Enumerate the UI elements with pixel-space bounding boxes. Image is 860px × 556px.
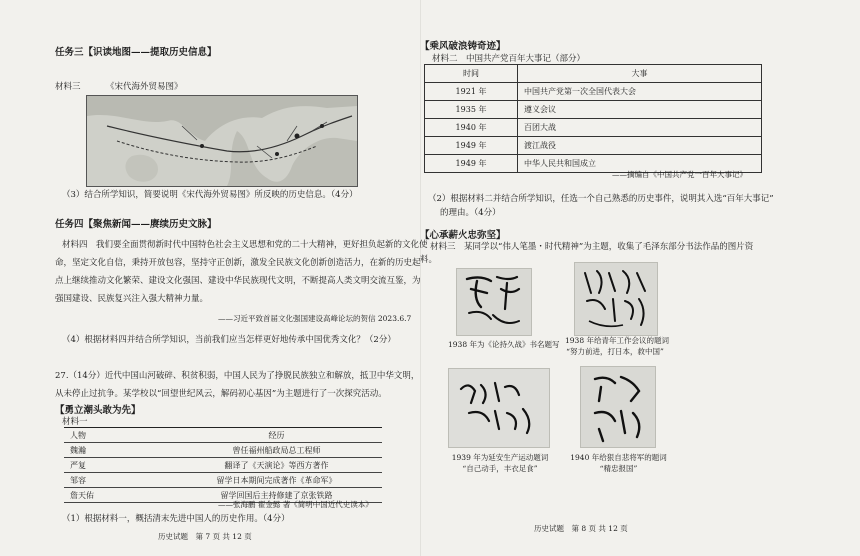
table-row — [64, 473, 382, 488]
table1-cell: 留学回国后主持修建了京张铁路 — [220, 490, 333, 500]
section-1-heading: 【勇立潮头敢为先】 — [55, 405, 141, 416]
table2-cell: 1940 年 — [425, 119, 518, 137]
table2-cell: 1921 年 — [425, 83, 518, 101]
table-row — [425, 83, 762, 101]
table2-cell: 1949 年 — [425, 137, 518, 155]
table1-cell: 邹容 — [70, 475, 86, 485]
material4-line-1: 材料四 我们要全面贯彻新时代中国特色社会主义思想和党的二十大精神，更好担负起新的文化使 — [62, 240, 428, 250]
table1-cell: 严复 — [70, 460, 86, 470]
left-page-footer: 历史试题 第 7 页 共 12 页 — [158, 532, 252, 541]
calligraphy-image-2 — [574, 262, 658, 336]
calligraphy-image-3 — [448, 368, 550, 448]
calligraphy-image-2-art — [575, 263, 657, 335]
table2-cell: 1935 年 — [425, 101, 518, 119]
table2-cell: 百团大战 — [518, 119, 762, 137]
right-page-footer: 历史试题 第 8 页 共 12 页 — [534, 524, 628, 533]
table-row — [425, 137, 762, 155]
table-row — [64, 443, 382, 458]
table2-cell: 中华人民共和国成立 — [518, 155, 762, 173]
calligraphy-image-4 — [580, 366, 656, 448]
task3-heading: 任务三【识读地图——提取历史信息】 — [55, 47, 217, 58]
table2-cell: 渡江战役 — [518, 137, 762, 155]
table2-header-time: 时间 — [425, 65, 518, 83]
calligraphy-caption-4-line-1: 1940 年给狠自悲将军的题词 — [570, 453, 667, 462]
material4-line-3: 点上继续推动文化繁荣、建设文化强国、建设中华民族现代文明，不断提高人类文明交流互鉴，为 — [55, 276, 421, 286]
calligraphy-caption-2-line-1: 1938 年给青年工作会议的题词 — [565, 336, 669, 345]
calligraphy-caption-3-line-2: “自己动手，丰衣足食” — [462, 464, 538, 473]
table2-cell: 遵义会议 — [518, 101, 762, 119]
task4-heading: 任务四【聚焦新闻——赓续历史文脉】 — [55, 219, 217, 230]
material4-line-4: 强国建设、民族复兴注入强大精神力量。 — [55, 294, 209, 304]
map-title: 《宋代海外贸易图》 — [106, 82, 183, 92]
party-events-table — [424, 64, 762, 173]
material1-label: 材料一 — [62, 417, 88, 427]
calligraphy-caption-3-line-1: 1939 年为延安生产运动题词 — [451, 453, 549, 462]
table-row — [64, 458, 382, 473]
table1-cell: 魏瀚 — [70, 445, 86, 455]
table1-cell: 曾任福州船政局总工程师 — [232, 445, 321, 455]
section-3-heading: 【心承薪火忠弥坚】 — [420, 230, 506, 241]
table2-source: ——摘编自《中国共产党一百年大事记》 — [612, 170, 747, 179]
question-4: （4）根据材料四并结合所学知识，当前我们应当怎样更好地传承中国优秀文化？（2分） — [62, 335, 396, 345]
table1-cell: 翻译了《天演论》等西方著作 — [224, 460, 329, 470]
q27-line-2: 从未停止过抗争。某学校以“回望世纪风云，解码初心基因”为主题进行了一次探究活动。 — [55, 389, 387, 399]
calligraphy-caption-1: 1938 年为《论持久战》书名题写 — [448, 340, 560, 349]
material3-label: 材料三 — [55, 82, 81, 92]
table1-cell: 詹天佑 — [70, 490, 94, 500]
table-row — [425, 119, 762, 137]
map-image — [87, 96, 357, 186]
calligraphy-image-1-art — [457, 269, 531, 335]
calligraphy-image-4-art — [581, 367, 655, 447]
table1-header-experience: 经历 — [268, 430, 285, 440]
table2-header-event: 大事 — [518, 65, 762, 83]
table2-cell: 中国共产党第一次全国代表大会 — [518, 83, 762, 101]
table2-cell: 1949 年 — [425, 155, 518, 173]
table1-source: ——张海鹏 翟金懿 著《简明中国近代史读本》 — [218, 500, 373, 509]
calligraphy-image-1 — [456, 268, 532, 336]
table1-cell: 留学日本期间完成著作《革命军》 — [216, 475, 337, 485]
material4-line-2: 命，坚定文化自信，秉持开放包容，坚持守正创新，激发全民族文化创新创造活力，在新的历史起 — [55, 258, 421, 268]
question-3: （3）结合所学知识，简要说明《宋代海外贸易图》所反映的历史信息。（4分） — [62, 190, 358, 200]
material4-source: ——习近平致首届文化强国建设高峰论坛的贺信 2023.6.7 — [218, 314, 412, 323]
table-row — [425, 101, 762, 119]
q2-line-2: 的理由。（4分） — [440, 208, 501, 218]
material3-text-2: 料。 — [420, 255, 438, 265]
song-trade-map — [86, 95, 358, 187]
q27-line-1: 27.（14分）近代中国山河破碎、积贫积弱，中国人民为了挣脱民族独立和解放，抵卫中华文明， — [55, 371, 420, 381]
calligraphy-image-3-art — [449, 369, 549, 447]
section-2-heading: 【乘风破浪铸奇迹】 — [420, 41, 506, 52]
material2-title: 材料二 中国共产党百年大事记（部分） — [432, 54, 586, 64]
material3-text: 材料三 某同学以“伟人笔墨・时代精神”为主题，收集了毛泽东部分书法作品的图片资 — [430, 242, 754, 252]
table1-header-person: 人物 — [70, 430, 86, 440]
question-1: （1）根据材料一，概括清末先进中国人的历史作用。（4分） — [62, 514, 290, 524]
calligraphy-caption-2-line-2: “努力前进，打日本，救中国” — [566, 347, 664, 356]
figures-table — [64, 427, 382, 503]
calligraphy-caption-4-line-2: “精忠报国” — [599, 464, 638, 473]
q2-line-1: （2）根据材料二并结合所学知识，任选一个自己熟悉的历史事件，说明其入选“百年大事记” — [428, 194, 774, 204]
